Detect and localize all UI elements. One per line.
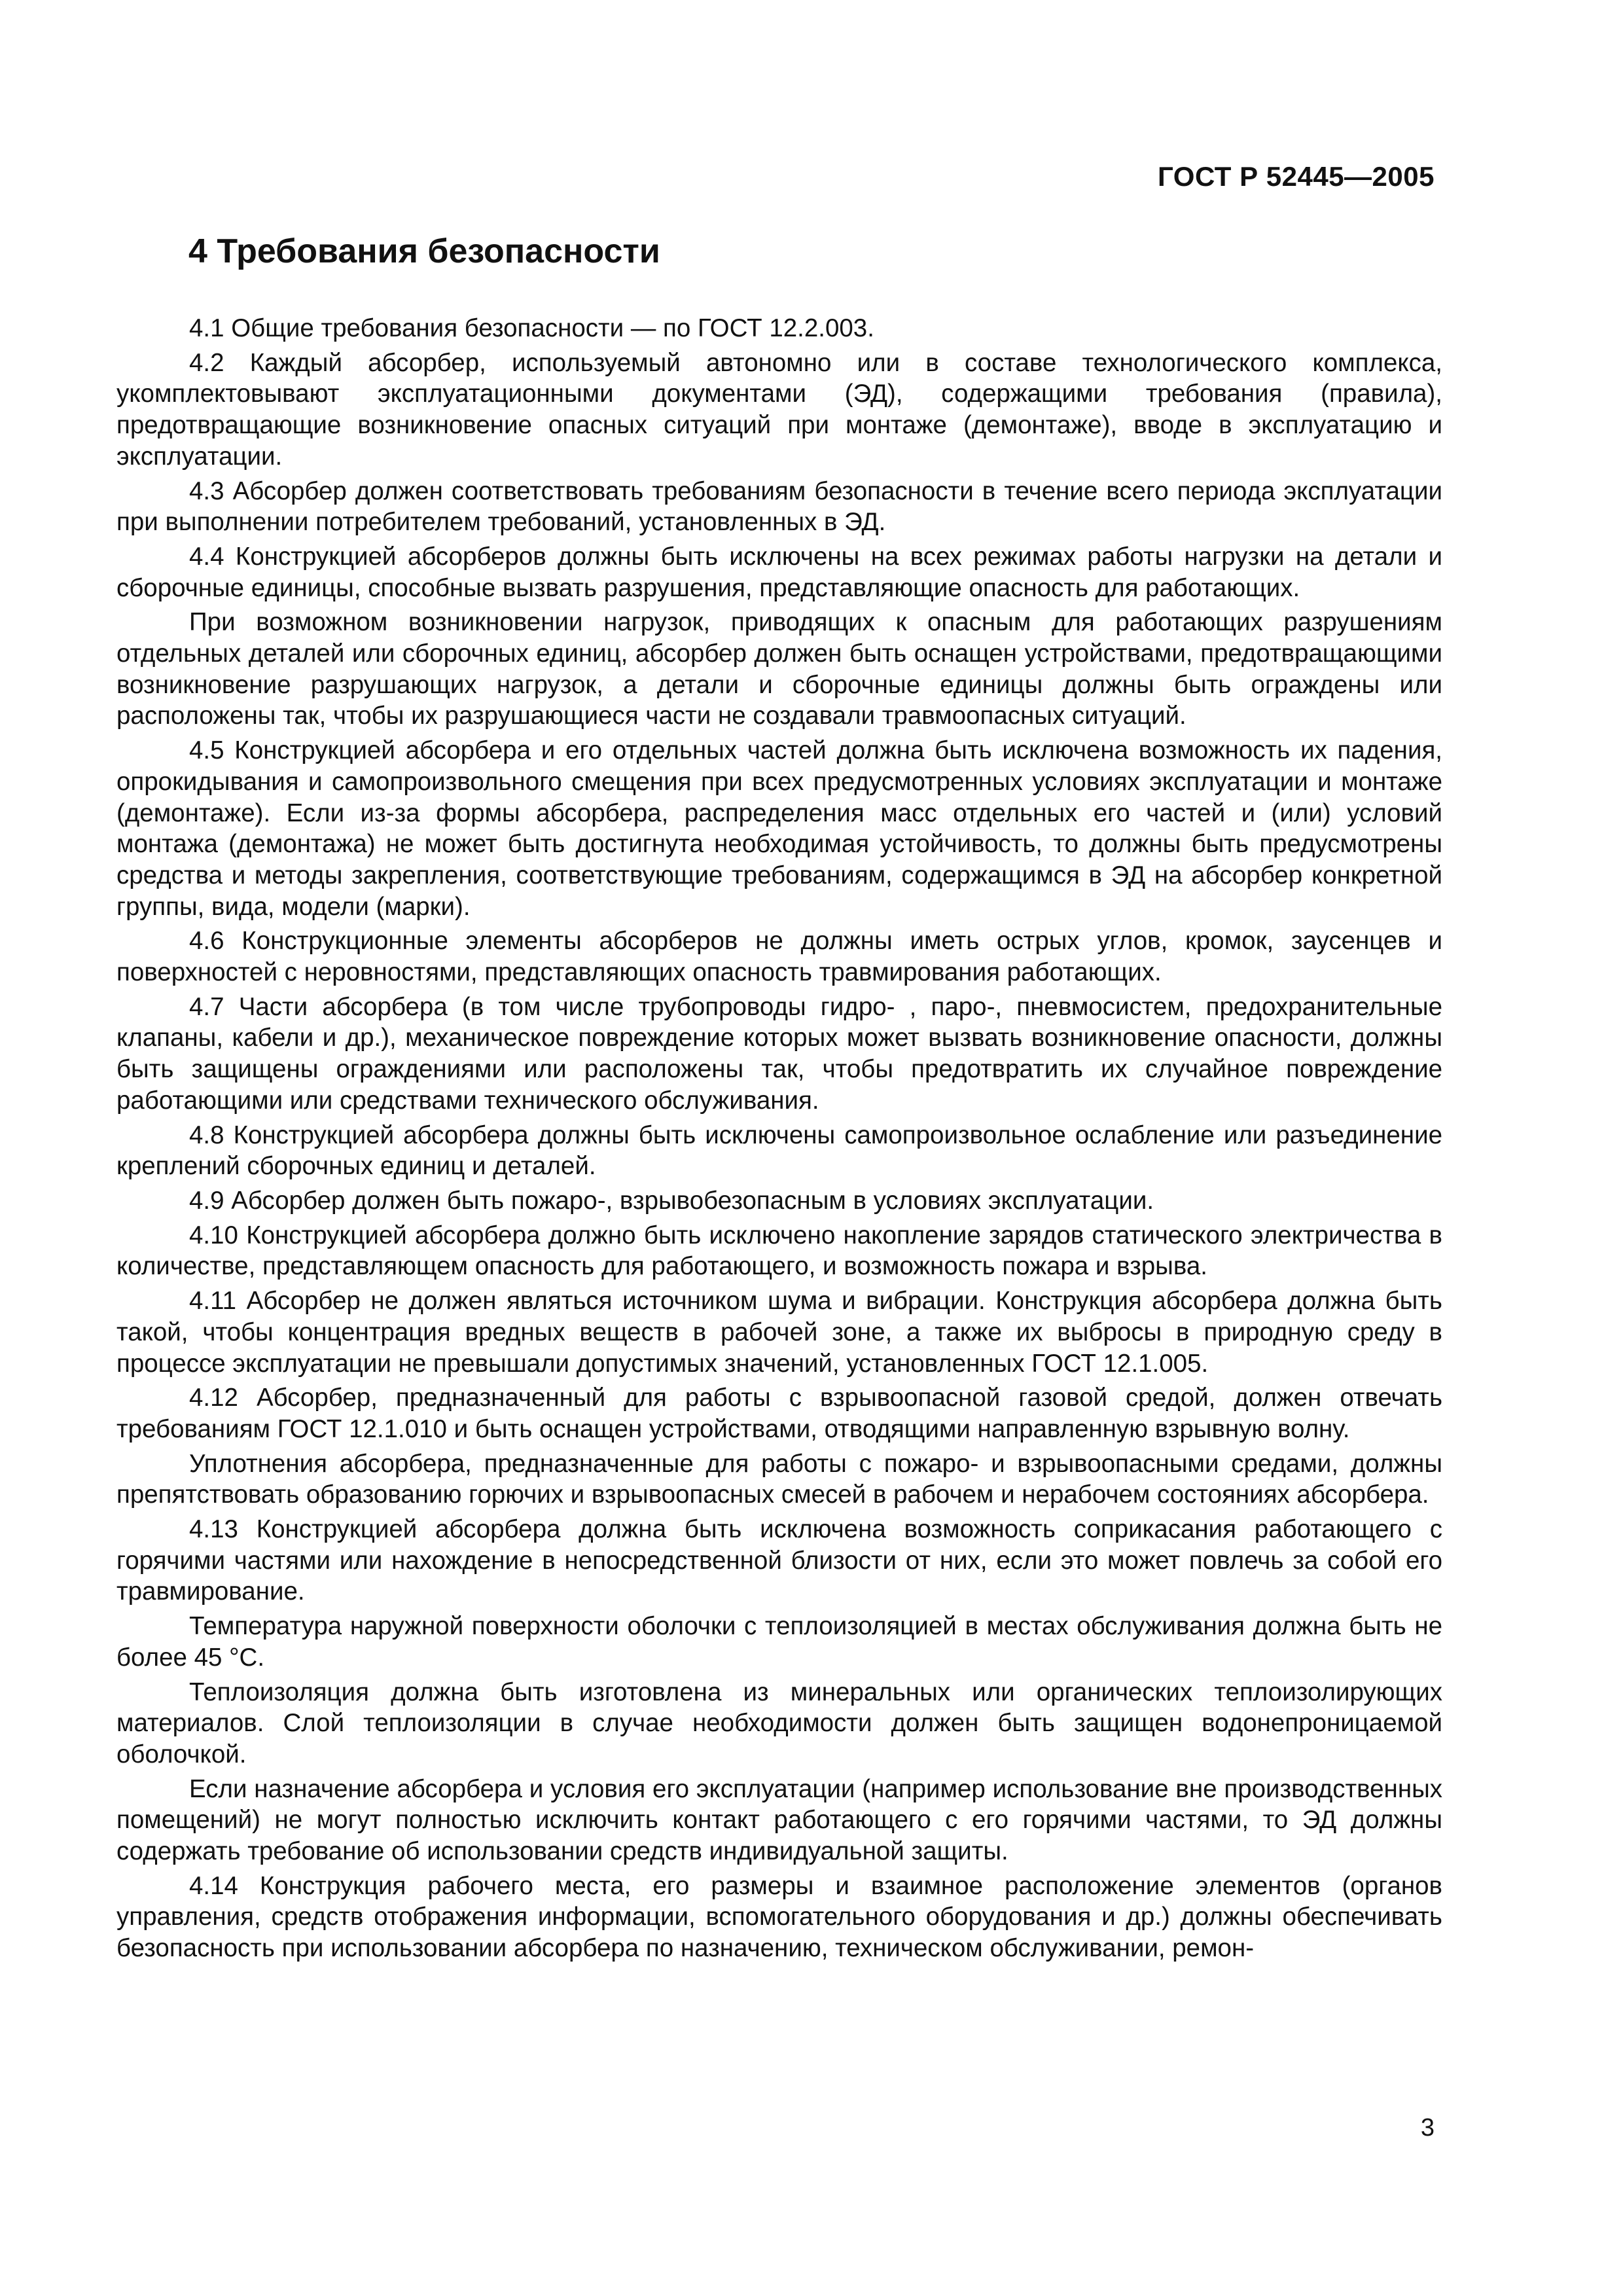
- paragraph-4-4: 4.4 Конструкцией абсорберов должны быть исключены на всех режимах работы нагрузки на детали и сборочные единицы, способные вызвать разрушения, представляющие опасность для работающих.: [116, 542, 1442, 602]
- paragraph-4-14: 4.14 Конструкция рабочего места, его размеры и взаимное расположение элементов (органов управления, средств отображения информации, вспомогательного оборудования и др.) должны обеспечивать безопасность при использовании абсорбера по назначению, техническом обслуживании, ремон-: [116, 1871, 1442, 1963]
- paragraph-4-6: 4.6 Конструкционные элементы абсорберов не должны иметь острых углов, кромок, заусенцев и поверхностей с неровностями, представляющих опасность травмирования работающих.: [116, 927, 1442, 987]
- paragraph-4-2: 4.2 Каждый абсорбер, используемый автономно или в составе технологического комплекса, укомплектовывают эксплуатационными документами (ЭД), содержащими требования (правила), предотвращающие возникновение опасных ситуаций при монтаже (демонтаже), вводе в эксплуатацию и эксплуатации.: [116, 348, 1442, 471]
- paragraph-4-7: 4.7 Части абсорбера (в том числе трубопроводы гидро- , паро-, пневмосистем, предохранительные клапаны, кабели и др.), механическое повреждение которых может вызвать возникновение опасности, должны быть защищены ограждениями или расположены так, чтобы предотвратить их случайное повреждение работающими или средствами технического обслуживания.: [116, 992, 1442, 1115]
- paragraph-4-5: 4.5 Конструкцией абсорбера и его отдельных частей должна быть исключена возможность их падения, опрокидывания и самопроизвольного смещения при всех предусмотренных условиях эксплуатации и монтаже (демонтаже). Если из-за формы абсорбера, распределения масс отдельных его частей и (или) условий монтажа (демонтажа) не может быть достигнута необходимая устойчивость, то должны быть предусмотрены средства и методы закрепления, соответствующие требованиям, содержащимся в ЭД на абсорбер конкретной группы, вида, модели (марки).: [116, 736, 1442, 921]
- document-id: ГОСТ Р 52445—2005: [1158, 161, 1435, 192]
- paragraph-4-11: 4.11 Абсорбер не должен являться источником шума и вибрации. Конструкция абсорбера должна быть такой, чтобы концентрация вредных веществ в рабочей зоне, а также их выбросы в природную среду в процессе эксплуатации не превышали допустимых значений, установленных ГОСТ 12.1.005.: [116, 1287, 1442, 1378]
- paragraph-4-13-temp: Температура наружной поверхности оболочки с теплоизоляцией в местах обслуживания должна быть не более 45 °С.: [116, 1612, 1442, 1672]
- body-text: [116, 313, 1442, 1967]
- paragraph-4-4-cont: При возможном возникновении нагрузок, приводящих к опасным для работающих разрушениям отдельных деталей или сборочных единиц, абсорбер должен быть оснащен устройствами, предотвращающими возникновение разрушающих нагрузок, а детали и сборочные единицы должны быть ограждены или расположены так, чтобы их разрушающиеся части не создавали травмоопасных ситуаций.: [116, 608, 1442, 730]
- section-title: 4 Требования безопасности: [188, 232, 660, 270]
- paragraph-4-3: 4.3 Абсорбер должен соответствовать требованиям безопасности в течение всего периода эксплуатации при выполнении потребителем требований, установленных в ЭД.: [116, 476, 1442, 537]
- paragraph-4-12-cont: Уплотнения абсорбера, предназначенные для работы с пожаро- и взрывоопасными средами, должны препятствовать образованию горючих и взрывоопасных смесей в рабочем и нерабочем состояниях абсорбера.: [116, 1449, 1442, 1509]
- paragraph-4-9: 4.9 Абсорбер должен быть пожаро-, взрывобезопасным в условиях эксплуатации.: [189, 1186, 1154, 1215]
- paragraph-4-12: 4.12 Абсорбер, предназначенный для работы с взрывоопасной газовой средой, должен отвечать требованиям ГОСТ 12.1.010 и быть оснащен устройствами, отводящими направленную взрывную волну.: [116, 1384, 1442, 1443]
- paragraph-4-1: 4.1 Общие требования безопасности — по ГОСТ 12.2.003.: [189, 314, 874, 342]
- paragraph-4-13-protection: Если назначение абсорбера и условия его эксплуатации (например использование вне производственных помещений) не могут полностью исключить контакт работающего с его горячими частями, то ЭД должны содержать требование об использовании средств индивидуальной защиты.: [116, 1774, 1442, 1866]
- paragraph-4-10: 4.10 Конструкцией абсорбера должно быть исключено накопление зарядов статического электричества в количестве, представляющем опасность для работающего, и возможность пожара и взрыва.: [116, 1221, 1442, 1281]
- paragraph-4-13-insulation: Теплоизоляция должна быть изготовлена из минеральных или органических теплоизолирующих материалов. Слой теплоизоляции в случае необходимости должен быть защищен водонепроницаемой оболочкой.: [116, 1677, 1442, 1768]
- page-number: 3: [1420, 2114, 1435, 2142]
- paragraph-4-13: 4.13 Конструкцией абсорбера должна быть исключена возможность соприкасания работающего с горячими частями или нахождение в непосредственной близости от них, если это может повлечь за собой его травмирование.: [116, 1515, 1442, 1606]
- paragraph-4-8: 4.8 Конструкцией абсорбера должны быть исключены самопроизвольное ослабление или разъединение креплений сборочных единиц и деталей.: [116, 1121, 1442, 1181]
